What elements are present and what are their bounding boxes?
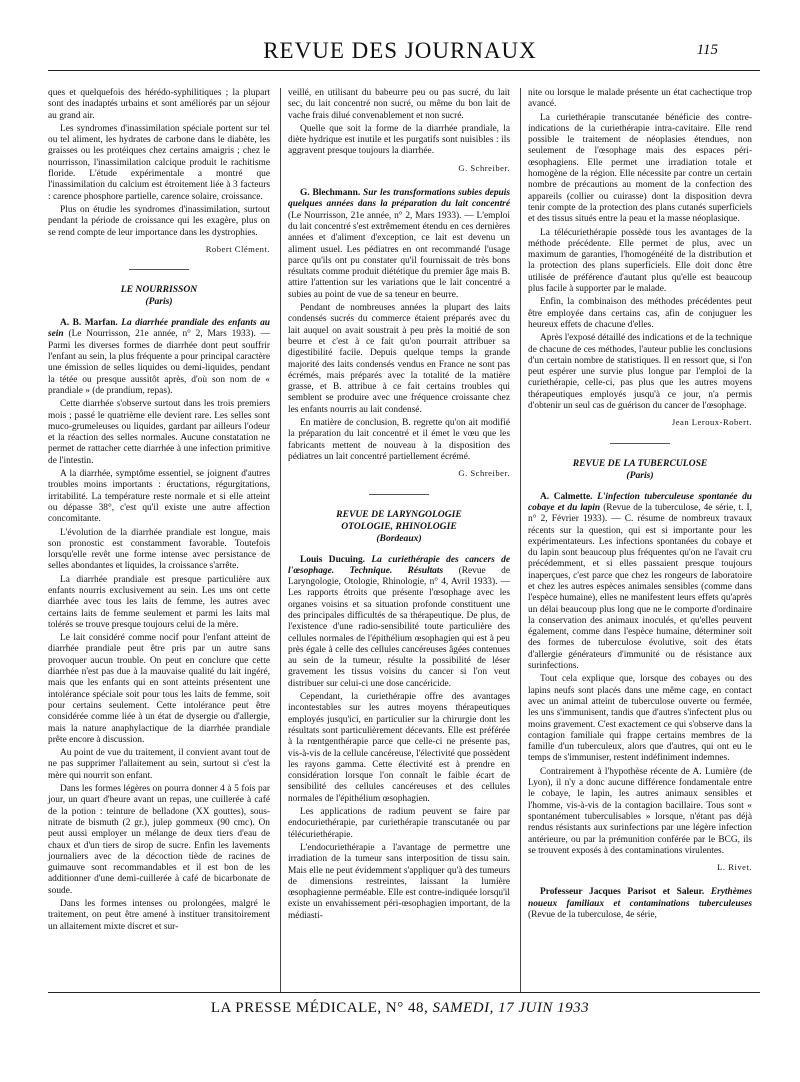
article-author: A. Calmette. — [540, 491, 593, 502]
section-title: LE NOURRISSON — [120, 284, 198, 296]
article-author: Louis Ducuing. — [300, 554, 366, 565]
footer-rule — [48, 992, 760, 993]
section-title: REVUE DE LARYNGOLOGIE — [336, 508, 462, 520]
section-city: (Bordeaux) — [376, 532, 422, 544]
paragraph: A la diarrhée, symptôme essentiel, se joignent d'autres troubles moins importants : éructations, régurgitations, irritabilité. La température reste normale et si elle atteint ou dépasse 38°, c'est qu'il existe une autre affection concomitante. — [48, 469, 270, 525]
article-reference: (Revue de Laryngologie, Otologie, Rhinologie, n° 4, Avril 1933). — Les rapports étroits que présente l'œsophage avec les organes voisins et sa situation profonde constituent une des principales difficultés de sa thérapeutique. De plus, de l'existence d'une radio-sensibilité toute particulière des cellules normales de l'épithélium œsophagien qui est à peu près égale à celle des cellules cancéreuses âgées contenues au sein de la tumeur, résulte la possibilité de léser gravement les tissus voisins du cancer si l'on veut distribuer sur celui-ci une dose cancéricide. — [288, 565, 511, 689]
article-reference: (Le Nourrisson, 21e année, n° 2, Mars 1933). — L'emploi du lait concentré s'est extrêmement étendu en ces dernières années et d'aliment d'exception, ce lait est devenu un aliment usuel. Les pédiatres en ont recommandé l'usage parce qu'ils ont pu constater qu'il fournissait de très bons résultats comme produit diététique du premier âge mais B. attire l'attention sur les variations que le lait concentré a subies au point de vue de sa teneur en beurre. — [288, 210, 510, 300]
paragraph: Les syndromes d'inassimilation spéciale portent sur tel ou tel aliment, les hydrates de carbone dans le diabète, les graisses ou les protéiques chez certains amaigris ; chez le nourrisson, l'inassimilation calcique produit le rachitisme floride. L'étude expérimentale a montré que l'inassimilation du calcium est étroitement liée à 3 facteurs : carence phosphore partielle, carence solaire, croissance. — [48, 123, 270, 202]
section-heading — [288, 509, 510, 545]
section-title: REVUE DE LA TUBERCULOSE — [572, 457, 708, 469]
column-divider-1 — [280, 88, 281, 993]
paragraph: Dans les formes intenses ou prolongées, malgré le traitement, on peut être amené à instituer transitoirement un allaitement mixte discret et sur- — [48, 899, 270, 932]
article-author: G. Blechmann. — [300, 188, 361, 199]
article-title: La curiethérapie des cancers de l'œsophage. Technique. Résultats — [288, 554, 511, 576]
author-signature: L. Rivet. — [717, 862, 752, 873]
header-rule — [48, 70, 760, 71]
author-signature: Jean Leroux-Robert. — [671, 417, 752, 428]
paragraph: En matière de conclusion, B. regrette qu'on ait modifié la préparation du lait concentré et il émet le vœu que les fabricants mettent de nouveau à la disposition des pédiatres un lait concentré partiellement écrémé. — [288, 418, 510, 462]
article-reference: (Le Nourrisson, 21e année, n° 2, Mars 1933). — Parmi les diverses formes de diarrhée dont peut souffrir l'enfant au sein, la plus fréquente a pour principal caractère une émission de selles liquides ou demi-liquides, pendant la tétée ou presque aussitôt après, d'où son nom de « prandiale » (de prandium, repas). — [48, 329, 270, 396]
paragraph: La curiethérapie transcutanée bénéficie des contre-indications de la curiethérapie intra-cavitaire. Elle rend possible le traitement de néoplasies étendues, non seulement de l'œsophage mais des espaces péri-œsophagiens. Elle permet une irradiation totale et homogène de la région. Elle nécessite par contre un certain nombre de précautions au moment de la confection des appareils (collier ou cuirasse) dont la disposition devra tenir compte de la protection des plans cutanés superficiels et des tissus situés entre la peau et la masse néoplasique. — [528, 112, 752, 225]
column-1 — [48, 88, 270, 935]
section-heading — [48, 284, 270, 308]
paragraph: La diarrhée prandiale est presque particulière aux enfants nourris exclusivement au sein. Les uns ont cette diarrhée avec tous les laits de femme, les autres avec certains laits de femme seulement et parmi les laits mal tolérés se trouve presque toujours celui de la mère. — [48, 574, 270, 630]
section-city: (Paris) — [145, 296, 173, 308]
article-author: Professeur Jacques Parisot et Saleur. — [540, 887, 705, 898]
paragraph: Enfin, la combinaison des méthodes précédentes peut être employée dans certains cas, afin de conjuguer les heureux effets de chacune d'elles. — [528, 297, 752, 330]
article-intro — [288, 188, 510, 301]
section-city: (Paris) — [626, 469, 654, 481]
paragraph: Après l'exposé détaillé des indications et de la technique de chacune de ces méthodes, l'auteur publie les conclusions d'un certain nombre de statistiques. Il en ressort que, si l'on peut espérer une survie plus longue par l'emploi de la curiethérapie, celle-ci, pas plus que les autres moyens thérapeutiques employés jusqu'à ce jour, n'a permis d'obtenir un seul cas de guérison du cancer de l'œsophage. — [528, 333, 752, 412]
article-reference: (Revue de la tuberculose, 4e série, — [528, 910, 657, 920]
paragraph: Cette diarrhée s'observe surtout dans les trois premiers mois ; passé le quatrième elle devient rare. Les selles sont muco-grumeleuses ou liquides, gardant par ailleurs l'odeur et la réaction des selles normales. Aucune constatation ne permet de rattacher cette diarrhée à une infection primitive de l'intestin. — [48, 399, 270, 466]
paragraph: Plus on étudie les syndromes d'inassimilation, surtout pendant la période de croissance qui les exagère, plus on se rend compte de leur importance dans les dystrophies. — [48, 204, 270, 238]
page-number: 115 — [696, 42, 718, 58]
article-title: Erythèmes noueux familiaux et contaminations tuberculeuses — [528, 887, 752, 909]
article-reference: (Revue de la tuberculose, 4e série, t. I, n° 2, Février 1933). — C. résume de nombreux travaux récents sur la question, qui est si importante pour les expérimentateurs. Les infections spontanées du cobaye et du lapin sont beaucoup plus fréquentes qu'on ne l'avait cru précédemment, et si elles passaient presque toujours inaperçues, c'est parce que chez les rongeurs de laboratoire et chez les autres espèces animales sensibles (comme dans l'espèce humaine), elles ne manifestent leurs effets qu'après un délai beaucoup plus long que ne le comporte d'ordinaire la conservation des animaux inoculés, et qu'elles peuvent également, comme dans l'espèce humaine, déterminer soit des formes de tuberculose évolutive, soit des états d'allergie générateurs d'immunité ou de résistance aux surinfections. — [528, 502, 753, 672]
article-intro — [528, 887, 752, 921]
paragraph: Cependant, la curiethérapie offre des avantages incontestables sur les autres moyens thérapeutiques employés jusqu'ici, en particulier sur la chirurgie dont les résultats sont particulièrement décevants. Elle est préférée à la rœntgenthérapie parce que celle-ci ne présente pas, vis-à-vis de la cellule cancéreuse, l'électivité que possèdent les rayons gamma. Cette électivité est à prendre en considération lorsque l'on connaît le faible écart de sensibilité des cellules cancéreuses et des cellules normales de l'épithélium œsophagien. — [288, 692, 510, 804]
paragraph: Pendant de nombreuses années la plupart des laits condensés sucrés du commerce étaient préparés avec du lait auquel on avait soustrait à peu près la moitié de son beurre et c'est à ce fait qu'on pourrait attribuer sa digestibilité facile. Depuis quelque temps la grande majorité des laits condensés vendus en France ne sont pas écrémés, mais préparés avec la totalité de la matière grasse, et B. attribue à ce fait certains troubles qui semblent se produire avec une fréquence croissante chez les enfants nourris au lait condensé. — [288, 303, 510, 415]
paragraph: veillé, en utilisant du babeurre peu ou pas sucré, du lait sec, du lait concentré non sucré, ou même du bon lait de vache frais dilué convenablement et non sucré. — [288, 88, 510, 121]
paragraph: La télécuriethérapie possède tous les avantages de la méthode précédente. Elle permet de plus, avec un maximum de garanties, l'homogénéité de la distribution et la protection des plans superficiels. Elle doit donc être utilisée de préférence d'autant plus qu'elle est beaucoup plus facile à supporter par le malade. — [528, 227, 752, 295]
paragraph: Tout cela explique que, lorsque des cobayes ou des lapins neufs sont placés dans une même cage, en contact avec un animal atteint de tuberculose ouverte ou fermée, les uns s'immunisent, tandis que d'autres s'infectent plus ou moins gravement. C'est exactement ce qui s'observe dans la contagion familiale qui frappe certains membres de la famille d'un tuberculeux, alors que d'autres, qui ont eu le temps de s'immuniser, restent indéfiniment indemnes. — [528, 674, 752, 764]
section-divider — [610, 443, 670, 444]
article-title: Sur les transformations subies depuis quelques années dans la préparation du lait concentré — [288, 188, 510, 210]
paragraph: ques et quelquefois des hérédo-syphilitiques ; la plupart sont des inadaptés urbains et sont améliorés par un séjour au grand air. — [48, 88, 270, 121]
author-signature: Robert Clément. — [205, 243, 270, 254]
paragraph: nite ou lorsque le malade présente un état cachectique trop avancé. — [528, 88, 752, 110]
section-divider — [369, 494, 429, 495]
page-header-title: REVUE DES JOURNAUX — [263, 38, 537, 63]
author-signature: G. Schreiber. — [458, 468, 510, 479]
column-3 — [528, 88, 752, 923]
page-footer — [0, 1000, 800, 1017]
paragraph: Quelle que soit la forme de la diarrhée prandiale, la diète hydrique est inutile et les purgatifs sont nuisibles : ils aggravent presque toujours la diarrhée. — [288, 123, 510, 157]
footer-date: SAMEDI, 17 JUIN 1933 — [432, 1000, 590, 1016]
paragraph: Dans les formes légères on pourra donner 4 à 5 fois par jour, un quart d'heure avant un repas, une cuillerée à café de la potion : teinture de belladone (XX gouttes), sous-nitrate de bismuth (2 gr.), julep gommeux (90 cmc). On peut aussi employer un mélange de deux tiers d'eau de chaux et d'un tiers de sirop de sucre. Enfin les lavements journaliers avec de la décoction tiède de racines de guimauve sont recommandables et il est bon de les additionner d'une demi-cuillerée à café de bicarbonate de soude. — [48, 784, 270, 896]
column-divider-2 — [520, 88, 521, 993]
footer-journal: LA PRESSE MÉDICALE, N° 48, — [210, 1000, 429, 1016]
paragraph: Les applications de radium peuvent se faire par endocuriethérapie, par curiethérapie transcutanée ou par télécuriethérapie. — [288, 807, 510, 840]
paragraph: L'évolution de la diarrhée prandiale est longue, mais son pronostic est constamment favorable. Toutefois lorsqu'elle revêt une forme intense avec persistance de selles abondantes et liquides, la croissance s'arrête. — [48, 527, 270, 572]
section-heading — [528, 458, 752, 482]
article-intro — [528, 492, 752, 673]
column-2 — [288, 88, 510, 924]
article-title: La diarrhée prandiale des enfants au sein — [48, 318, 270, 340]
paragraph: Contrairement à l'hypothèse récente de A. Lumière (de Lyon), il n'y a donc aucune différence fondamentale entre le cobaye, le lapin, les autres animaux sensibles et l'homme, vis-à-vis de la contagion bacillaire. Tous sont « spontanément tuberculisables » lorsque, n'étant pas déjà rendus résistants aux surinfections par une légère infection antérieure, ou par la prémunition conférée par le BCG, ils se trouvent exposés à des contaminations virulentes. — [528, 766, 752, 856]
section-divider — [129, 269, 189, 270]
article-intro — [288, 555, 510, 691]
article-title: L'infection tuberculeuse spontanée du cobaye et du lapin — [528, 491, 752, 513]
paragraph: Au point de vue du traitement, il convient avant tout de ne pas supprimer l'allaitement au sein, surtout si c'est la mère qui nourrit son enfant. — [48, 748, 270, 781]
paragraph: Le lait considéré comme nocif pour l'enfant atteint de diarrhée prandiale peut être pris par un autre sans provoquer aucun trouble. On peut en conclure que cette diarrhée n'est pas due à la mauvaise qualité du lait ingéré, mais que les enfants qui en sont atteints présentent une intolérance spéciale soit pour tous les laits de femme, soit pour certains seulement. Cette intolérance peut être considérée comme liée à un état de dysergie ou d'allergie, mais la nature anaphylactique de la diarrhée prandiale prête encore à discussion. — [48, 633, 270, 745]
author-signature: G. Schreiber. — [458, 162, 510, 173]
paragraph: L'endocuriethérapie a l'avantage de permettre une irradiation de la tumeur sans interposition de tissu sain. Mais elle ne peut évidemment s'appliquer qu'à des tumeurs de dimensions restreintes, laissant la lumière œsophagienne perméable. Elle est contre-indiquée lorsqu'il existe un envahissement péri-œsophagien important, de la médiasti- — [288, 842, 510, 921]
article-author: A. B. Marfan. — [60, 318, 118, 329]
article-intro — [48, 318, 270, 397]
section-title-line-2: OTOLOGIE, RHINOLOGIE — [341, 520, 457, 532]
